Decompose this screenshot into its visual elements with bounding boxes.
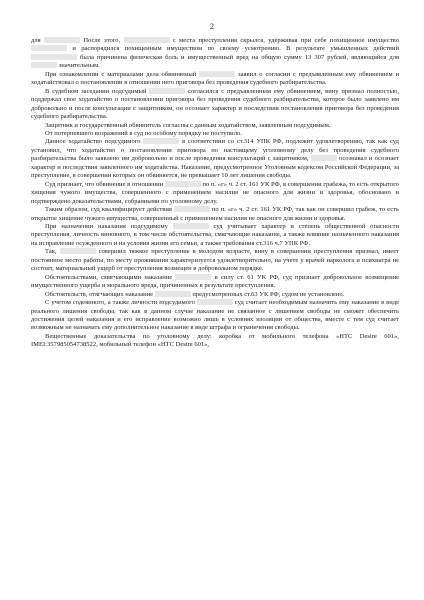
text-segment: Таким образом, суд квалифицирует действия: [45, 206, 174, 214]
text-segment: была причинена физическая боль и имущественный вред на общую сумму 13 307 рублей, являющийся для: [77, 53, 399, 61]
text-segment: Вещественные доказательства по уголовному делу: коробка от мобильного телефона «HTC Desire 601», IMEI:357985054738522, мобильный телефон «HTC Desire 601»,: [31, 332, 399, 349]
text-segment: осознавал и осознает характер и последствия заявленного им ходатайства. Наказание, предусмотренное Уголовным кодексом Российской Федерации, за преступление, в совершении которых он обвиняется, не превышает 10 лет лишения свободы.: [31, 155, 400, 180]
text-segment: суд учитывает характер и степень общественной опасности преступления, личность виновного, в том числе обстоятельства, смягчающие наказание, а также влияние назначенного наказания на исправление осужденного и на условия жизни его семьи, а также требования ст.316 ч.7 УПК РФ.: [31, 222, 399, 247]
paragraph: [31, 333, 399, 350]
text-segment: Защитник и государственный обвинитель согласны с данным ходатайством, заявленным подсудимым.: [45, 121, 331, 129]
paragraph: [31, 71, 399, 88]
redaction-block: [173, 223, 209, 229]
text-segment: совершил тяжкое преступление в молодом возрасте, вину в совершении преступления признал, имеет постоянное место работы, по месту проживания характеризуется удовлетворительно, на учете у врачей нарколога и психиатра не состоит, материальный ущерб от преступления возмещен в добровольном порядке.: [31, 248, 399, 273]
text-segment: и распорядился похищенным имуществом по своему усмотрению. В результате умышленных действий: [67, 45, 399, 53]
text-segment: по п. «г» ч. 2 ст. 161 УК РФ, в совершении грабежа, то есть открытого хищения чужого имущества, совершенного с применением насилия не опасного для жизни и здоровья, обосновано и подтверждено доказательствами, собранными по уголовному делу.: [31, 180, 400, 205]
redaction-block: [155, 291, 191, 297]
text-segment: При назначении наказания подсудимому: [45, 222, 173, 230]
redaction-block: [175, 274, 211, 280]
redaction-block: [143, 138, 179, 144]
text-segment: с места преступления скрылся, удерживая при себе похищенное имущество: [169, 37, 400, 44]
text-segment: суд считает необходимым назначить ему наказание в виде реального лишения свободы, так как в данном случае наказание не связанное с лишением свободы не сможет обеспечить достижения целей наказания и его исправление возможно лишь в условиях изоляции от общества, вместе с тем суд считает возможным не назначать ему дополнительное наказание в виде штрафа и ограничения свободы.: [31, 299, 400, 332]
text-segment: Данное ходатайство подсудимого: [45, 138, 144, 146]
paragraph: [31, 291, 399, 299]
redaction-block: [174, 206, 210, 212]
text-segment: Суд признает, что обвинение в отношении: [45, 180, 165, 188]
text-segment: в силу ст. 61 УК РФ, суд признает добровольное возмещение имущественного ущерба и морального вреда, причиненных в результате преступления.: [31, 273, 399, 290]
paragraph: [31, 138, 399, 180]
text-segment: При ознакомлении с материалами дела обвиняемый: [45, 70, 200, 78]
text-segment: С учетом содеянного, а также личности подсудимого: [45, 299, 197, 307]
paragraph: [31, 181, 399, 206]
redaction-block: [311, 155, 337, 161]
page-number: 2: [210, 22, 214, 31]
paragraph: [31, 223, 399, 248]
text-segment: по п. «г» ч. 2 ст. 161 УК РФ, так как он совершил грабеж, то есть открытое хищение чужого имущества, совершенный с применением насилия не опасного для жизни и здоровья.: [31, 206, 399, 222]
redaction-block: [31, 62, 57, 68]
text-segment: Так,: [45, 248, 60, 256]
paragraph: [31, 88, 399, 122]
document-body: [31, 37, 399, 350]
paragraph: [31, 206, 399, 223]
paragraph: [31, 130, 399, 138]
text-segment: заявил о согласии с предъявленным ему обвинением и ходатайствовал о постановлении в отношении него приговора без проведения судебного разбирательства.: [31, 70, 399, 87]
redaction-block: [165, 181, 201, 187]
text-segment: Обстоятельствами, смягчающими наказание: [45, 273, 176, 281]
redaction-block: [31, 45, 67, 51]
text-segment: предусмотренных ст.63 УК РФ, судом не установлено.: [190, 290, 345, 298]
text-segment: для: [31, 37, 44, 44]
text-segment: В судебном заседании подсудимый: [45, 87, 150, 95]
text-segment: согласился с предъявленным ему обвинением, вину признал полностью, поддержал свое ходатайство о постановлении приговора без проведения судебного разбирательства, которое было заявлено им добровольно и после консультации с защитником, он осознает характер и последствия постановления приговора без проведения судебного разбирательства.: [31, 87, 399, 121]
redaction-block: [124, 37, 170, 43]
paragraph: [31, 37, 399, 71]
redaction-block: [197, 299, 233, 305]
redaction-block: [44, 37, 80, 43]
redaction-block: [149, 88, 185, 94]
redaction-block: [31, 54, 77, 60]
paragraph: [31, 274, 399, 291]
text-segment: Обстоятельств, отягчающих наказание: [45, 290, 155, 298]
redaction-block: [199, 71, 235, 77]
paragraph: [31, 248, 399, 273]
text-segment: в соответствии со ст.314 УПК РФ, подлежит удовлетворению, так как суд установил, что ходатайство о постановлении приговора по настоящему уголовному делу без проведения судебного разбирательства было заявлено им добровольно и после проведения консультаций с защитником,: [31, 138, 399, 163]
paragraph: [31, 122, 399, 130]
text-segment: После этого,: [79, 37, 124, 44]
text-segment: От потерпевшего возражений в суд по особому порядку не поступило.: [45, 129, 242, 137]
redaction-block: [60, 248, 96, 254]
text-segment: значительным.: [57, 62, 100, 70]
paragraph: [31, 299, 399, 333]
